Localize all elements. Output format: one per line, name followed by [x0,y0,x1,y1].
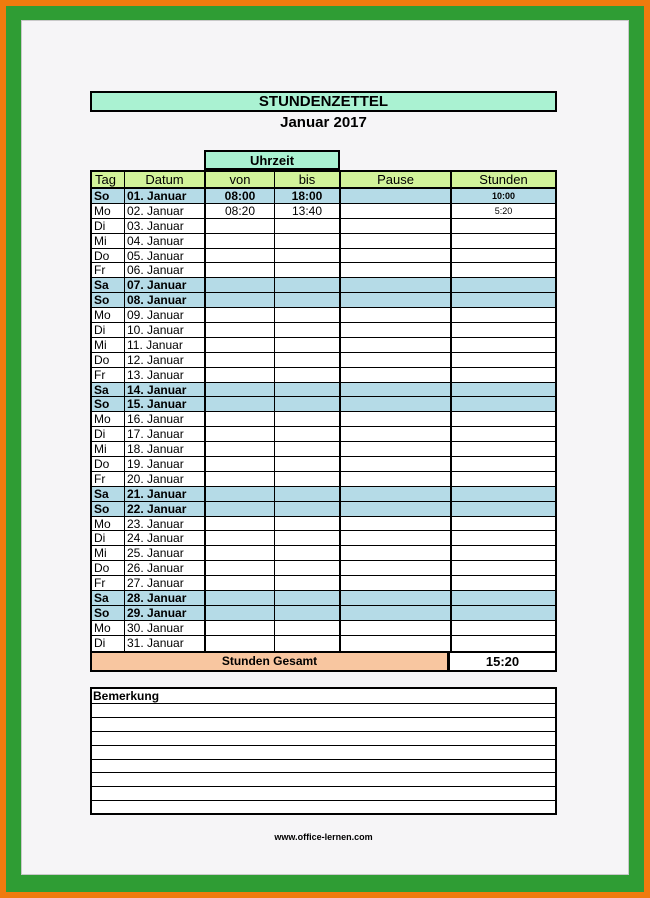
cell-stunden[interactable]: 5:20 [494,205,513,216]
cell-tag: Mo [92,412,125,426]
cell-datum: 28. Januar [125,591,206,605]
notes-line[interactable] [92,746,555,760]
cell-stunden[interactable] [452,219,555,233]
cell-bis[interactable] [275,397,341,411]
cell-von[interactable] [206,591,275,605]
cell-pause[interactable] [341,412,452,426]
cell-pause[interactable] [341,621,452,635]
cell-bis[interactable] [275,383,341,397]
cell-bis[interactable] [275,472,341,486]
cell-bis[interactable] [275,249,341,263]
cell-stunden[interactable] [452,517,555,531]
cell-pause[interactable] [341,383,452,397]
cell-datum: 19. Januar [125,457,206,471]
cell-tag: Fr [92,263,125,277]
cell-tag: Di [92,219,125,233]
cell-datum: 25. Januar [125,546,206,560]
cell-stunden[interactable] [452,487,555,501]
notes-line[interactable] [92,732,555,746]
cell-stunden[interactable] [452,293,555,307]
time-group-header: Uhrzeit [204,150,340,170]
table-row [92,278,555,293]
table-row [92,591,555,606]
cell-pause[interactable] [341,323,452,337]
cell-datum: 26. Januar [125,561,206,575]
cell-von[interactable] [206,412,275,426]
cell-von[interactable] [206,397,275,411]
cell-stunden[interactable] [452,546,555,560]
cell-pause[interactable] [341,397,452,411]
notes-line[interactable] [92,773,555,787]
cell-datum: 31. Januar [125,636,206,651]
table-row [92,338,555,353]
cell-stunden[interactable] [452,636,555,651]
cell-bis[interactable] [275,263,341,277]
cell-pause[interactable] [341,442,452,456]
cell-tag: Fr [92,472,125,486]
cell-bis[interactable] [275,606,341,620]
document-title: STUNDENZETTEL [90,91,557,112]
cell-pause[interactable] [341,546,452,560]
cell-stunden[interactable] [452,249,555,263]
cell-von[interactable] [206,368,275,382]
table-row [92,502,555,517]
cell-tag: So [92,293,125,307]
cell-datum: 22. Januar [125,502,206,516]
cell-tag: Sa [92,487,125,501]
cell-von[interactable] [206,502,275,516]
cell-von[interactable] [206,338,275,352]
cell-bis[interactable] [275,636,341,651]
document-subtitle: Januar 2017 [280,114,367,131]
cell-stunden[interactable] [452,591,555,605]
cell-pause[interactable] [341,576,452,590]
cell-pause[interactable] [341,531,452,545]
cell-tag: Di [92,636,125,651]
table-row [92,576,555,591]
table-row [92,517,555,532]
total-value[interactable]: 15:20 [450,653,555,670]
cell-stunden[interactable] [452,323,555,337]
cell-bis[interactable] [275,323,341,337]
cell-tag: So [92,606,125,620]
table-row [92,636,555,651]
notes-line[interactable] [92,718,555,732]
table-row [92,427,555,442]
cell-von[interactable] [206,606,275,620]
table-row [92,189,555,204]
cell-bis[interactable] [275,278,341,292]
cell-stunden[interactable] [452,606,555,620]
cell-tag: Do [92,457,125,471]
table-row [92,368,555,383]
table-row [92,531,555,546]
cell-bis[interactable] [275,293,341,307]
cell-datum: 29. Januar [125,606,206,620]
cell-pause[interactable] [341,368,452,382]
cell-pause[interactable] [341,502,452,516]
cell-datum: 11. Januar [125,338,206,352]
cell-pause[interactable] [341,249,452,263]
cell-datum: 23. Januar [125,517,206,531]
cell-stunden[interactable] [452,621,555,635]
cell-stunden[interactable] [452,368,555,382]
cell-pause[interactable] [341,427,452,441]
cell-tag: Di [92,323,125,337]
cell-pause[interactable] [341,472,452,486]
cell-stunden[interactable] [452,561,555,575]
cell-bis[interactable] [275,442,341,456]
column-header-tag: Tag [92,172,125,187]
cell-tag: Mi [92,546,125,560]
cell-pause[interactable] [341,487,452,501]
cell-stunden[interactable] [452,576,555,590]
cell-pause[interactable] [341,293,452,307]
table-row [92,249,555,264]
cell-von[interactable] [206,323,275,337]
table-row [92,621,555,636]
cell-von[interactable] [206,293,275,307]
cell-bis[interactable]: 18:00 [275,189,341,203]
cell-pause[interactable] [341,189,452,203]
cell-datum: 17. Januar [125,427,206,441]
cell-tag: Do [92,353,125,367]
notes-line[interactable] [92,704,555,718]
cell-tag: Mi [92,442,125,456]
cell-von[interactable]: 08:20 [206,204,275,218]
cell-pause[interactable] [341,517,452,531]
cell-tag: Do [92,561,125,575]
cell-bis[interactable] [275,561,341,575]
cell-tag: Sa [92,591,125,605]
cell-pause[interactable] [341,561,452,575]
cell-von[interactable] [206,427,275,441]
notes-title: Bemerkung [92,689,555,704]
column-header-pause: Pause [341,172,452,187]
table-row [92,457,555,472]
cell-tag: Mo [92,517,125,531]
cell-datum: 12. Januar [125,353,206,367]
cell-datum: 02. Januar [125,204,206,218]
cell-von[interactable] [206,234,275,248]
cell-bis[interactable] [275,427,341,441]
cell-tag: Sa [92,383,125,397]
cell-stunden[interactable] [452,412,555,426]
cell-stunden[interactable] [452,457,555,471]
table-row [92,323,555,338]
cell-datum: 30. Januar [125,621,206,635]
table-row [92,472,555,487]
cell-bis[interactable] [275,368,341,382]
cell-tag: Mo [92,308,125,322]
cell-datum: 05. Januar [125,249,206,263]
cell-bis[interactable] [275,487,341,501]
cell-datum: 06. Januar [125,263,206,277]
cell-von[interactable] [206,457,275,471]
cell-pause[interactable] [341,457,452,471]
cell-von[interactable] [206,487,275,501]
cell-datum: 18. Januar [125,442,206,456]
cell-von[interactable] [206,249,275,263]
cell-datum: 24. Januar [125,531,206,545]
table-row [92,487,555,502]
table-row [92,293,555,308]
cell-stunden[interactable] [452,442,555,456]
cell-stunden[interactable] [452,278,555,292]
cell-bis[interactable] [275,591,341,605]
cell-tag: Fr [92,368,125,382]
column-header-bis: bis [275,172,341,187]
cell-stunden[interactable] [452,353,555,367]
cell-von[interactable] [206,442,275,456]
cell-tag: Fr [92,576,125,590]
cell-stunden[interactable] [452,531,555,545]
cell-tag: Do [92,249,125,263]
cell-stunden[interactable] [452,472,555,486]
cell-pause[interactable] [341,636,452,651]
cell-datum: 14. Januar [125,383,206,397]
cell-tag: So [92,397,125,411]
cell-pause[interactable] [341,353,452,367]
column-header-datum: Datum [125,172,206,187]
cell-bis[interactable] [275,517,341,531]
table-row [92,561,555,576]
cell-von[interactable] [206,219,275,233]
cell-tag: Di [92,427,125,441]
cell-bis[interactable] [275,338,341,352]
cell-stunden[interactable] [452,427,555,441]
table-row [92,263,555,278]
cell-von[interactable] [206,561,275,575]
notes-line[interactable] [92,760,555,774]
total-row [90,651,557,672]
cell-pause[interactable] [341,234,452,248]
table-row [92,397,555,412]
table-row [92,219,555,234]
notes-line[interactable] [92,787,555,801]
table-row [92,204,555,219]
cell-bis[interactable] [275,621,341,635]
column-header-von: von [206,172,275,187]
cell-tag: Mo [92,204,125,218]
cell-pause[interactable] [341,278,452,292]
cell-stunden[interactable] [452,383,555,397]
cell-datum: 08. Januar [125,293,206,307]
cell-datum: 04. Januar [125,234,206,248]
cell-datum: 21. Januar [125,487,206,501]
cell-tag: Mi [92,234,125,248]
cell-datum: 10. Januar [125,323,206,337]
cell-von[interactable] [206,621,275,635]
cell-von[interactable] [206,546,275,560]
cell-von[interactable] [206,263,275,277]
total-label: Stunden Gesamt [92,653,450,670]
cell-tag: Di [92,531,125,545]
cell-bis[interactable] [275,457,341,471]
table-row [92,383,555,398]
table-row [92,606,555,621]
cell-bis[interactable] [275,502,341,516]
cell-pause[interactable] [341,219,452,233]
cell-datum: 16. Januar [125,412,206,426]
cell-datum: 13. Januar [125,368,206,382]
cell-von[interactable] [206,278,275,292]
table-row [92,442,555,457]
cell-von[interactable] [206,531,275,545]
cell-datum: 20. Januar [125,472,206,486]
cell-bis[interactable] [275,308,341,322]
cell-pause[interactable] [341,606,452,620]
cell-pause[interactable] [341,204,452,218]
notes-box [90,687,557,815]
cell-tag: Sa [92,278,125,292]
cell-stunden[interactable] [452,308,555,322]
cell-stunden[interactable] [452,234,555,248]
cell-bis[interactable] [275,412,341,426]
table-row [92,353,555,368]
cell-bis[interactable]: 13:40 [275,204,341,218]
cell-von[interactable] [206,383,275,397]
cell-stunden[interactable] [452,338,555,352]
table-row [92,308,555,323]
cell-pause[interactable] [341,338,452,352]
cell-von[interactable] [206,636,275,651]
cell-tag: Mo [92,621,125,635]
cell-datum: 01. Januar [125,189,206,203]
table-row [92,546,555,561]
table-header-row [92,172,555,189]
column-header-stunden: Stunden [479,172,528,187]
cell-datum: 15. Januar [125,397,206,411]
cell-datum: 27. Januar [125,576,206,590]
cell-tag: Mi [92,338,125,352]
cell-bis[interactable] [275,546,341,560]
cell-stunden[interactable] [452,502,555,516]
cell-bis[interactable] [275,531,341,545]
cell-datum: 03. Januar [125,219,206,233]
cell-von[interactable] [206,353,275,367]
cell-datum: 09. Januar [125,308,206,322]
cell-pause[interactable] [341,263,452,277]
cell-von[interactable] [206,472,275,486]
notes-line[interactable] [92,801,555,815]
cell-bis[interactable] [275,576,341,590]
timesheet-table [90,170,557,653]
cell-bis[interactable] [275,234,341,248]
footer-url: www.office-lernen.com [274,832,373,842]
cell-von[interactable] [206,576,275,590]
cell-von[interactable]: 08:00 [206,189,275,203]
table-row [92,234,555,249]
cell-von[interactable] [206,308,275,322]
cell-stunden[interactable] [452,397,555,411]
cell-stunden[interactable] [452,263,555,277]
cell-von[interactable] [206,517,275,531]
cell-tag: So [92,189,125,203]
cell-pause[interactable] [341,591,452,605]
cell-bis[interactable] [275,219,341,233]
cell-stunden[interactable]: 10:00 [491,191,516,201]
table-row [92,412,555,427]
cell-bis[interactable] [275,353,341,367]
cell-datum: 07. Januar [125,278,206,292]
cell-pause[interactable] [341,308,452,322]
cell-tag: So [92,502,125,516]
